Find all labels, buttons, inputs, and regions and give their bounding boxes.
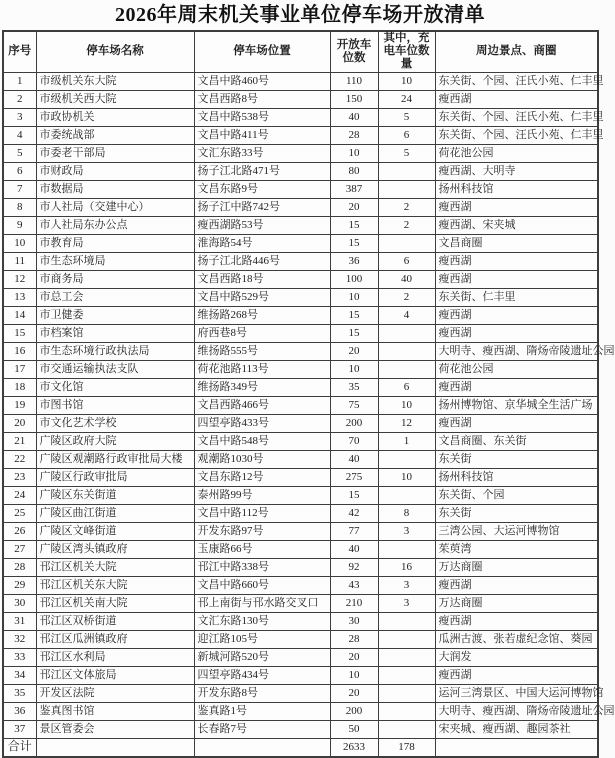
spaces-cell: 50 <box>330 720 378 738</box>
spaces-cell: 80 <box>330 162 378 180</box>
location-cell: 玉康路66号 <box>194 540 330 558</box>
col-header-spaces: 开放车位数 <box>330 31 378 72</box>
row-no-cell: 25 <box>3 504 36 522</box>
spaces-cell: 75 <box>330 396 378 414</box>
charging-cell: 10 <box>378 72 435 90</box>
location-cell: 长春路7号 <box>194 720 330 738</box>
nearby-cell: 宋夹城、瘦西湖、趣园茶社 <box>435 720 598 738</box>
spaces-cell: 275 <box>330 468 378 486</box>
table-row <box>3 288 598 306</box>
header-row <box>3 31 598 72</box>
location-cell: 淮海路54号 <box>194 234 330 252</box>
spaces-cell: 70 <box>330 432 378 450</box>
total-name-cell <box>36 738 194 757</box>
location-cell: 文昌中路538号 <box>194 108 330 126</box>
charging-cell <box>378 720 435 738</box>
charging-cell: 3 <box>378 576 435 594</box>
nearby-cell: 瘦西湖 <box>435 414 598 432</box>
table-row <box>3 450 598 468</box>
location-cell: 扬子江中路742号 <box>194 198 330 216</box>
nearby-cell: 运河三湾景区、中国大运河博物馆 <box>435 684 598 702</box>
spaces-cell: 20 <box>330 684 378 702</box>
name-cell: 市级机关西大院 <box>36 90 194 108</box>
location-cell: 文昌中路529号 <box>194 288 330 306</box>
spaces-cell: 30 <box>330 612 378 630</box>
table-row <box>3 702 598 720</box>
charging-cell: 5 <box>378 144 435 162</box>
name-cell: 市级机关东大院 <box>36 72 194 90</box>
name-cell: 市商务局 <box>36 270 194 288</box>
row-no-cell: 13 <box>3 288 36 306</box>
charging-cell: 2 <box>378 198 435 216</box>
charging-cell: 12 <box>378 414 435 432</box>
charging-cell <box>378 360 435 378</box>
row-no-cell: 16 <box>3 342 36 360</box>
nearby-cell: 三湾公园、大运河博物馆 <box>435 522 598 540</box>
nearby-cell: 东关街、个园、汪氏小苑、仁丰里 <box>435 126 598 144</box>
table-row <box>3 468 598 486</box>
name-cell: 市人社局东办公点 <box>36 216 194 234</box>
name-cell: 市生态环境行政执法局 <box>36 342 194 360</box>
row-no-cell: 27 <box>3 540 36 558</box>
charging-cell: 2 <box>378 288 435 306</box>
location-cell: 四望亭路434号 <box>194 666 330 684</box>
table-row <box>3 594 598 612</box>
spaces-cell: 92 <box>330 558 378 576</box>
nearby-cell: 瘦西湖 <box>435 252 598 270</box>
nearby-cell: 瘦西湖 <box>435 198 598 216</box>
table-row <box>3 378 598 396</box>
name-cell: 广陵区观潮路行政审批局大楼 <box>36 450 194 468</box>
spaces-cell: 10 <box>330 360 378 378</box>
row-no-cell: 7 <box>3 180 36 198</box>
total-nearby-cell <box>435 738 598 757</box>
nearby-cell: 万达商圈 <box>435 558 598 576</box>
table-row <box>3 108 598 126</box>
charging-cell <box>378 180 435 198</box>
row-no-cell: 1 <box>3 72 36 90</box>
charging-cell <box>378 486 435 504</box>
row-no-cell: 14 <box>3 306 36 324</box>
charging-cell: 16 <box>378 558 435 576</box>
table-row <box>3 144 598 162</box>
location-cell: 邗上南街与邗水路交叉口 <box>194 594 330 612</box>
charging-cell <box>378 540 435 558</box>
name-cell: 邗江区机关大院 <box>36 558 194 576</box>
row-no-cell: 36 <box>3 702 36 720</box>
name-cell: 邗江区文体旅局 <box>36 666 194 684</box>
name-cell: 市教育局 <box>36 234 194 252</box>
charging-cell: 4 <box>378 306 435 324</box>
name-cell: 广陵区文峰街道 <box>36 522 194 540</box>
spaces-cell: 35 <box>330 378 378 396</box>
spaces-cell: 10 <box>330 666 378 684</box>
total-row <box>3 738 598 757</box>
table-row <box>3 90 598 108</box>
row-no-cell: 22 <box>3 450 36 468</box>
total-spaces-cell: 2633 <box>330 738 378 757</box>
name-cell: 市文化艺术学校 <box>36 414 194 432</box>
row-no-cell: 8 <box>3 198 36 216</box>
spaces-cell: 210 <box>330 594 378 612</box>
location-cell: 文昌西路18号 <box>194 270 330 288</box>
table-header <box>3 31 598 72</box>
name-cell: 广陵区东关街道 <box>36 486 194 504</box>
location-cell: 文昌中路548号 <box>194 432 330 450</box>
table-row <box>3 540 598 558</box>
nearby-cell: 瘦西湖 <box>435 306 598 324</box>
table-row <box>3 432 598 450</box>
row-no-cell: 20 <box>3 414 36 432</box>
nearby-cell: 瘦西湖、宋夹城 <box>435 216 598 234</box>
nearby-cell: 扬州科技馆 <box>435 180 598 198</box>
nearby-cell: 大明寺、瘦西湖、隋炀帝陵遗址公园 <box>435 702 598 720</box>
spaces-cell: 15 <box>330 306 378 324</box>
row-no-cell: 26 <box>3 522 36 540</box>
table-row <box>3 72 598 90</box>
nearby-cell: 大润发 <box>435 648 598 666</box>
spaces-cell: 77 <box>330 522 378 540</box>
charging-cell: 6 <box>378 126 435 144</box>
spaces-cell: 150 <box>330 90 378 108</box>
row-no-cell: 4 <box>3 126 36 144</box>
table-row <box>3 360 598 378</box>
spaces-cell: 20 <box>330 648 378 666</box>
charging-cell: 10 <box>378 396 435 414</box>
table-row <box>3 198 598 216</box>
nearby-cell: 瘦西湖 <box>435 666 598 684</box>
location-cell: 府西巷8号 <box>194 324 330 342</box>
row-no-cell: 10 <box>3 234 36 252</box>
name-cell: 广陵区行政审批局 <box>36 468 194 486</box>
charging-cell <box>378 648 435 666</box>
charging-cell: 24 <box>378 90 435 108</box>
charging-cell: 3 <box>378 522 435 540</box>
nearby-cell: 瘦西湖 <box>435 612 598 630</box>
location-cell: 文汇东路130号 <box>194 612 330 630</box>
table-row <box>3 666 598 684</box>
table-row <box>3 486 598 504</box>
total-label-cell: 合计 <box>3 738 36 757</box>
row-no-cell: 11 <box>3 252 36 270</box>
location-cell: 维扬路268号 <box>194 306 330 324</box>
row-no-cell: 17 <box>3 360 36 378</box>
spaces-cell: 40 <box>330 450 378 468</box>
nearby-cell: 瘦西湖、大明寺 <box>435 162 598 180</box>
table-row <box>3 648 598 666</box>
name-cell: 邗江区双桥街道 <box>36 612 194 630</box>
row-no-cell: 21 <box>3 432 36 450</box>
spaces-cell: 15 <box>330 234 378 252</box>
row-no-cell: 33 <box>3 648 36 666</box>
charging-cell <box>378 450 435 468</box>
spaces-cell: 36 <box>330 252 378 270</box>
charging-cell <box>378 234 435 252</box>
location-cell: 四望亭路433号 <box>194 414 330 432</box>
location-cell: 文昌西路8号 <box>194 90 330 108</box>
row-no-cell: 23 <box>3 468 36 486</box>
table-row <box>3 234 598 252</box>
location-cell: 维扬路555号 <box>194 342 330 360</box>
name-cell: 邗江区瓜洲镇政府 <box>36 630 194 648</box>
charging-cell <box>378 342 435 360</box>
charging-cell <box>378 684 435 702</box>
nearby-cell: 瓜洲古渡、张若虚纪念馆、葵园 <box>435 630 598 648</box>
nearby-cell: 荷花池公园 <box>435 144 598 162</box>
name-cell: 市交通运输执法支队 <box>36 360 194 378</box>
name-cell: 市档案馆 <box>36 324 194 342</box>
row-no-cell: 24 <box>3 486 36 504</box>
location-cell: 文昌中路411号 <box>194 126 330 144</box>
spaces-cell: 15 <box>330 324 378 342</box>
row-no-cell: 28 <box>3 558 36 576</box>
name-cell: 市生态环境局 <box>36 252 194 270</box>
charging-cell: 1 <box>378 432 435 450</box>
name-cell: 邗江区机关南大院 <box>36 594 194 612</box>
spaces-cell: 110 <box>330 72 378 90</box>
table-row <box>3 324 598 342</box>
col-header-charging: 其中，充电车位数量 <box>378 31 435 72</box>
nearby-cell: 扬州博物馆、京华城全生活广场 <box>435 396 598 414</box>
row-no-cell: 32 <box>3 630 36 648</box>
row-no-cell: 18 <box>3 378 36 396</box>
table-row <box>3 216 598 234</box>
total-location-cell <box>194 738 330 757</box>
nearby-cell: 东关街 <box>435 450 598 468</box>
row-no-cell: 29 <box>3 576 36 594</box>
charging-cell: 10 <box>378 468 435 486</box>
table-row <box>3 576 598 594</box>
row-no-cell: 35 <box>3 684 36 702</box>
col-header-nearby: 周边景点、商圈 <box>435 31 598 72</box>
row-no-cell: 3 <box>3 108 36 126</box>
nearby-cell: 大明寺、瘦西湖、隋炀帝陵遗址公园 <box>435 342 598 360</box>
location-cell: 文昌中路112号 <box>194 504 330 522</box>
table-row <box>3 270 598 288</box>
charging-cell: 2 <box>378 216 435 234</box>
charging-cell <box>378 612 435 630</box>
table-row <box>3 504 598 522</box>
col-header-location: 停车场位置 <box>194 31 330 72</box>
name-cell: 鉴真图书馆 <box>36 702 194 720</box>
table-row <box>3 126 598 144</box>
spaces-cell: 15 <box>330 486 378 504</box>
spaces-cell: 40 <box>330 108 378 126</box>
location-cell: 观潮路1030号 <box>194 450 330 468</box>
charging-cell <box>378 630 435 648</box>
name-cell: 市委老干部局 <box>36 144 194 162</box>
name-cell: 市数据局 <box>36 180 194 198</box>
location-cell: 文汇东路33号 <box>194 144 330 162</box>
spaces-cell: 28 <box>330 126 378 144</box>
charging-cell <box>378 702 435 720</box>
location-cell: 瘦西湖路53号 <box>194 216 330 234</box>
spaces-cell: 200 <box>330 702 378 720</box>
parking-table <box>2 30 615 758</box>
charging-cell <box>378 666 435 684</box>
col-header-no: 序号 <box>3 31 36 72</box>
row-no-cell: 2 <box>3 90 36 108</box>
table-row <box>3 162 598 180</box>
spaces-cell: 15 <box>330 216 378 234</box>
location-cell: 文昌西路466号 <box>194 396 330 414</box>
row-no-cell: 30 <box>3 594 36 612</box>
spaces-cell: 20 <box>330 198 378 216</box>
name-cell: 市财政局 <box>36 162 194 180</box>
location-cell: 维扬路349号 <box>194 378 330 396</box>
nearby-cell: 瘦西湖 <box>435 90 598 108</box>
table-row <box>3 252 598 270</box>
name-cell: 市委统战部 <box>36 126 194 144</box>
table-row <box>3 558 598 576</box>
nearby-cell: 茱萸湾 <box>435 540 598 558</box>
spaces-cell: 100 <box>330 270 378 288</box>
table-row <box>3 612 598 630</box>
name-cell: 市总工会 <box>36 288 194 306</box>
row-no-cell: 34 <box>3 666 36 684</box>
charging-cell <box>378 162 435 180</box>
location-cell: 文昌东路9号 <box>194 180 330 198</box>
name-cell: 邗江区水利局 <box>36 648 194 666</box>
table-row <box>3 522 598 540</box>
table-row <box>3 306 598 324</box>
nearby-cell: 瘦西湖 <box>435 324 598 342</box>
name-cell: 广陵区曲江街道 <box>36 504 194 522</box>
spaces-cell: 43 <box>330 576 378 594</box>
row-no-cell: 5 <box>3 144 36 162</box>
nearby-cell: 扬州科技馆 <box>435 468 598 486</box>
table-row <box>3 720 598 738</box>
nearby-cell: 万达商圈 <box>435 594 598 612</box>
table-footer <box>3 738 598 757</box>
spaces-cell: 28 <box>330 630 378 648</box>
location-cell: 泰州路99号 <box>194 486 330 504</box>
row-no-cell: 15 <box>3 324 36 342</box>
location-cell: 迎江路105号 <box>194 630 330 648</box>
charging-cell: 6 <box>378 378 435 396</box>
nearby-cell: 东关街、个园 <box>435 486 598 504</box>
location-cell: 邗江中路338号 <box>194 558 330 576</box>
spaces-cell: 10 <box>330 144 378 162</box>
spaces-cell: 40 <box>330 540 378 558</box>
table-row <box>3 414 598 432</box>
name-cell: 广陵区政府大院 <box>36 432 194 450</box>
name-cell: 景区管委会 <box>36 720 194 738</box>
col-header-name: 停车场名称 <box>36 31 194 72</box>
nearby-cell: 瘦西湖 <box>435 378 598 396</box>
nearby-cell: 荷花池公园 <box>435 360 598 378</box>
table-row <box>3 342 598 360</box>
location-cell: 荷花池路113号 <box>194 360 330 378</box>
nearby-cell: 东关街、仁丰里 <box>435 288 598 306</box>
location-cell: 鉴真路1号 <box>194 702 330 720</box>
name-cell: 市政协机关 <box>36 108 194 126</box>
table-row <box>3 180 598 198</box>
name-cell: 开发区法院 <box>36 684 194 702</box>
charging-cell: 8 <box>378 504 435 522</box>
name-cell: 邗江区机关东大院 <box>36 576 194 594</box>
name-cell: 市图书馆 <box>36 396 194 414</box>
row-no-cell: 12 <box>3 270 36 288</box>
nearby-cell: 瘦西湖 <box>435 576 598 594</box>
location-cell: 开发东路8号 <box>194 684 330 702</box>
table-row <box>3 396 598 414</box>
charging-cell: 6 <box>378 252 435 270</box>
location-cell: 扬子江北路446号 <box>194 252 330 270</box>
spaces-cell: 200 <box>330 414 378 432</box>
nearby-cell: 文昌商圈、东关街 <box>435 432 598 450</box>
spaces-cell: 387 <box>330 180 378 198</box>
location-cell: 文昌中路460号 <box>194 72 330 90</box>
row-no-cell: 6 <box>3 162 36 180</box>
location-cell: 新城河路520号 <box>194 648 330 666</box>
row-no-cell: 37 <box>3 720 36 738</box>
table-row <box>3 630 598 648</box>
charging-cell: 5 <box>378 108 435 126</box>
page-title: 2026年周末机关事业单位停车场开放清单 <box>115 4 485 26</box>
name-cell: 市卫健委 <box>36 306 194 324</box>
nearby-cell: 瘦西湖 <box>435 270 598 288</box>
nearby-cell: 东关街、个园、汪氏小苑、仁丰里 <box>435 108 598 126</box>
location-cell: 扬子江北路471号 <box>194 162 330 180</box>
name-cell: 市文化馆 <box>36 378 194 396</box>
table-row <box>3 684 598 702</box>
location-cell: 文昌东路12号 <box>194 468 330 486</box>
spaces-cell: 10 <box>330 288 378 306</box>
name-cell: 广陵区湾头镇政府 <box>36 540 194 558</box>
spaces-cell: 20 <box>330 342 378 360</box>
nearby-cell: 文昌商圈 <box>435 234 598 252</box>
total-charging-cell: 178 <box>378 738 435 757</box>
name-cell: 市人社局（交建中心） <box>36 198 194 216</box>
row-no-cell: 31 <box>3 612 36 630</box>
nearby-cell: 东关街、个园、汪氏小苑、仁丰里 <box>435 72 598 90</box>
location-cell: 开发东路97号 <box>194 522 330 540</box>
charging-cell <box>378 324 435 342</box>
row-no-cell: 9 <box>3 216 36 234</box>
charging-cell: 40 <box>378 270 435 288</box>
spaces-cell: 42 <box>330 504 378 522</box>
charging-cell: 3 <box>378 594 435 612</box>
nearby-cell: 东关街 <box>435 504 598 522</box>
location-cell: 文昌中路660号 <box>194 576 330 594</box>
row-no-cell: 19 <box>3 396 36 414</box>
table-body <box>3 72 615 738</box>
